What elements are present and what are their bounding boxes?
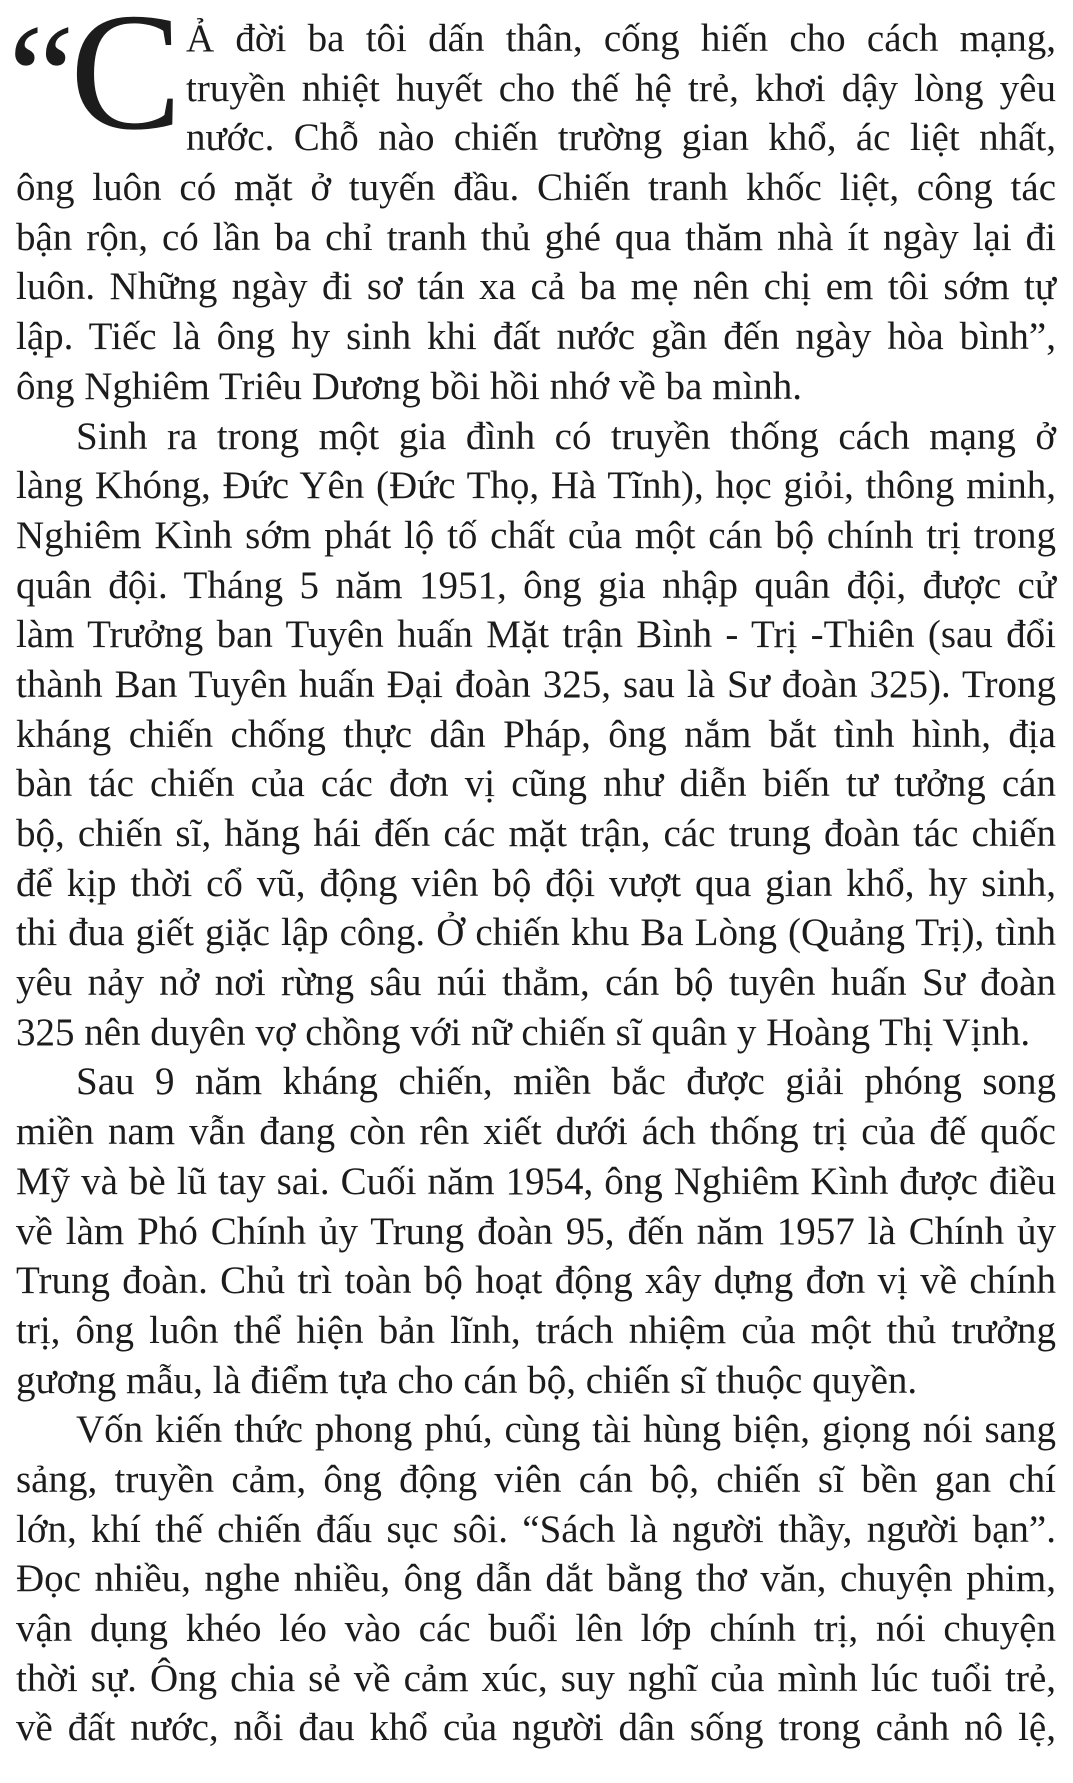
- text-line: vận dụng khéo léo vào các buổi lên lớp chính trị, nói chuyện: [16, 1607, 1056, 1650]
- text-line: làng Khóng, Đức Yên (Đức Thọ, Hà Tĩnh), học giỏi, thông minh,: [16, 464, 1056, 508]
- text-line: Trung đoàn. Chủ trì toàn bộ hoạt động xây dựng đơn vị về chính: [16, 1259, 1056, 1303]
- text-line: nước. Chỗ nào chiến trường gian khổ, ác liệt nhất,: [186, 116, 1056, 160]
- text-line: bận rộn, có lần ba chỉ tranh thủ ghé qua thăm nhà ít ngày lại đi: [16, 215, 1056, 259]
- text-line: truyền nhiệt huyết cho thế hệ trẻ, khơi dậy lòng yêu: [186, 66, 1056, 110]
- text-line: thời sự. Ông chia sẻ về cảm xúc, suy nghĩ của mình lúc tuổi trẻ,: [16, 1656, 1056, 1700]
- text-line: ông Nghiêm Triêu Dương bồi hồi nhớ về ba mình.: [16, 364, 803, 408]
- text-line: miền nam vẫn đang còn rên xiết dưới ách thống trị của đế quốc: [16, 1110, 1056, 1154]
- text-line: làm Trưởng ban Tuyên huấn Mặt trận Bình - Trị -Thiên (sau đổi: [16, 613, 1056, 657]
- text-line: thi đua giết giặc lập công. Ở chiến khu Ba Lòng (Quảng Trị), tình: [16, 911, 1056, 955]
- paragraph-2: [16, 412, 1056, 1058]
- text-line: Vốn kiến thức phong phú, cùng tài hùng biện, giọng nói sang: [76, 1408, 1056, 1452]
- text-line: bộ, chiến sĩ, hăng hái đến các mặt trận, các trung đoàn tác chiến: [16, 812, 1056, 855]
- text-line: Sau 9 năm kháng chiến, miền bắc được giải phóng song: [76, 1060, 1056, 1104]
- text-line: kháng chiến chống thực dân Pháp, ông nắm bắt tình hình, địa: [16, 712, 1056, 756]
- text-line: Nghiêm Kình sớm phát lộ tố chất của một cán bộ chính trị trong: [16, 513, 1056, 557]
- text-line: về đất nước, nỗi đau khổ của người dân sống trong cảnh nô lệ,: [16, 1706, 1056, 1750]
- text-line: quân đội. Tháng 5 năm 1951, ông gia nhập quân đội, được cử: [16, 563, 1056, 607]
- text-line: gương mẫu, là điểm tựa cho cán bộ, chiến sĩ thuộc quyền.: [16, 1358, 918, 1402]
- text-line: để kịp thời cổ vũ, động viên bộ đội vượt qua gian khổ, hy sinh,: [16, 861, 1056, 905]
- text-line: 325 nên duyên vợ chồng với nữ chiến sĩ quân y Hoàng Thị Vịnh.: [16, 1010, 1031, 1054]
- text-line: yêu nảy nở nơi rừng sâu núi thẳm, cán bộ tuyên huấn Sư đoàn: [16, 961, 1056, 1005]
- text-line: Ả đời ba tôi dấn thân, cống hiến cho cách mạng,: [186, 17, 1056, 60]
- drop-cap-letter: C: [70, 0, 183, 165]
- text-line: Sinh ra trong một gia đình có truyền thống cách mạng ở: [76, 414, 1056, 458]
- paragraph-3: [16, 1057, 1056, 1405]
- text-line: Mỹ và bè lũ tay sai. Cuối năm 1954, ông Nghiêm Kình được điều: [16, 1159, 1056, 1203]
- text-line: trị, ông luôn thể hiện bản lĩnh, trách nhiệm của một thủ trưởng: [16, 1308, 1056, 1352]
- text-line: ông luôn có mặt ở tuyến đầu. Chiến tranh khốc liệt, công tác: [16, 166, 1056, 210]
- opening-quote-mark: “: [8, 0, 75, 160]
- text-line: về làm Phó Chính ủy Trung đoàn 95, đến năm 1957 là Chính ủy: [16, 1209, 1056, 1253]
- text-line: lập. Tiếc là ông hy sinh khi đất nước gần đến ngày hòa bình”,: [16, 315, 1056, 359]
- paragraph-4: [16, 1405, 1056, 1753]
- article-body: [8, 0, 1056, 1753]
- text-line: sảng, truyền cảm, ông động viên cán bộ, chiến sĩ bền gan chí: [16, 1457, 1056, 1501]
- drop-cap: [8, 0, 183, 165]
- text-line: thành Ban Tuyên huấn Đại đoàn 325, sau là Sư đoàn 325). Trong: [16, 662, 1056, 706]
- text-line: luôn. Những ngày đi sơ tán xa cả ba mẹ nên chị em tôi sớm tự: [16, 265, 1056, 309]
- text-line: bàn tác chiến của các đơn vị cũng như diễn biến tư tưởng cán: [16, 762, 1056, 806]
- text-line: lớn, khí thế chiến đấu sục sôi. “Sách là người thầy, người bạn”.: [16, 1507, 1056, 1551]
- text-line: Đọc nhiều, nghe nhiều, ông dẫn dắt bằng thơ văn, chuyện phim,: [16, 1557, 1056, 1601]
